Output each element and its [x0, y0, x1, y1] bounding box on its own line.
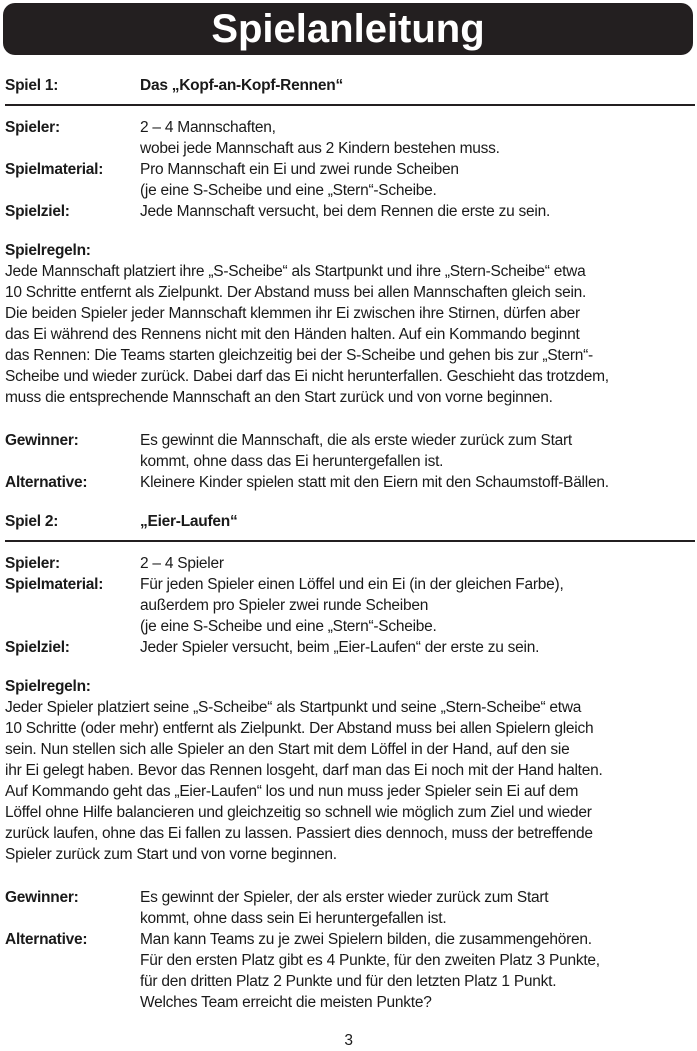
outcome-value: kommt, ohne dass sein Ei heruntergefallen ist. — [140, 910, 447, 927]
outcome-label — [5, 451, 140, 472]
outcome-label: Gewinner: — [5, 889, 79, 906]
spacer — [5, 493, 695, 511]
outcome-label — [5, 992, 140, 1013]
rules-line: Spieler zurück zum Start und von vorne beginnen. — [5, 846, 337, 863]
outcome-label: Alternative: — [5, 474, 88, 491]
spacer — [5, 542, 695, 553]
info-value: 2 – 4 Mannschaften, — [140, 119, 276, 136]
spacer — [5, 658, 695, 676]
info-label: Spieler: — [5, 119, 60, 136]
info-value: 2 – 4 Spieler — [140, 555, 224, 572]
instructions-body — [5, 75, 695, 1013]
rules-line: Auf Kommando geht das „Eier-Laufen“ los und nun muss jeder Spieler sein Ei auf dem — [5, 783, 579, 800]
outcome-label: Alternative: — [5, 931, 88, 948]
spacer — [5, 408, 695, 430]
info-row — [5, 595, 695, 616]
rules-line: Die beiden Spieler jeder Mannschaft klemmen ihr Ei zwischen ihre Stirnen, dürfen aber — [5, 305, 580, 322]
rules-line: 10 Schritte entfernt als Zielpunkt. Der Abstand muss bei allen Mannschaften gleich sein. — [5, 284, 587, 301]
rules-heading: Spielregeln: — [5, 242, 91, 259]
game-heading — [5, 75, 695, 96]
rules-line: sein. Nun stellen sich alle Spieler an den Start mit dem Löffel in der Hand, auf den sie — [5, 741, 570, 758]
game-heading — [5, 511, 695, 532]
info-label: Spielziel: — [5, 203, 70, 220]
outcome-row — [5, 908, 695, 929]
outcome-value: Man kann Teams zu je zwei Spielern bilden, die zusammengehören. — [140, 931, 592, 948]
info-value: wobei jede Mannschaft aus 2 Kindern bestehen muss. — [140, 140, 500, 157]
outcome-value: Kleinere Kinder spielen statt mit den Eiern mit den Schaumstoff-Bällen. — [140, 474, 609, 491]
outcome-value: kommt, ohne dass das Ei heruntergefallen ist. — [140, 453, 444, 470]
rules-line: 10 Schritte (oder mehr) entfernt als Zielpunkt. Der Abstand muss bei allen Spielern gleich — [5, 720, 594, 737]
info-label: Spielziel: — [5, 639, 70, 656]
outcome-row — [5, 992, 695, 1013]
info-label — [5, 138, 140, 159]
game-name: Das „Kopf-an-Kopf-Rennen“ — [140, 77, 343, 94]
outcome-row — [5, 472, 695, 493]
rules-line: zurück laufen, ohne das Ei fallen zu lassen. Passiert dies dennoch, muss der betreffende — [5, 825, 593, 842]
rules-line: Jede Mannschaft platziert ihre „S-Scheibe“ als Startpunkt und ihre „Stern-Scheibe“ etwa — [5, 263, 586, 280]
info-row — [5, 117, 695, 138]
game-section — [5, 493, 695, 1013]
info-label: Spielmaterial: — [5, 576, 104, 593]
outcome-label — [5, 971, 140, 992]
spacer — [5, 222, 695, 240]
outcome-value: für den dritten Platz 2 Punkte und für den letzten Platz 1 Punkt. — [140, 973, 557, 990]
info-value: Pro Mannschaft ein Ei und zwei runde Scheiben — [140, 161, 459, 178]
page-title: Spielanleitung — [3, 3, 693, 55]
info-label — [5, 180, 140, 201]
rules-line: Löffel ohne Hilfe balancieren und gleichzeitig so schnell wie möglich zum Ziel und wieder — [5, 804, 592, 821]
info-value: (je eine S-Scheibe und eine „Stern“-Scheibe. — [140, 618, 437, 635]
info-label — [5, 616, 140, 637]
info-row — [5, 574, 695, 595]
rules-heading: Spielregeln: — [5, 678, 91, 695]
info-value: Jeder Spieler versucht, beim „Eier-Laufen“ der erste zu sein. — [140, 639, 540, 656]
outcome-value: Welches Team erreicht die meisten Punkte? — [140, 994, 432, 1011]
outcome-label: Gewinner: — [5, 432, 79, 449]
spacer — [5, 865, 695, 887]
outcome-row — [5, 430, 695, 451]
info-value: Jede Mannschaft versucht, bei dem Rennen die erste zu sein. — [140, 203, 551, 220]
info-label: Spielmaterial: — [5, 161, 104, 178]
info-label — [5, 595, 140, 616]
outcome-row — [5, 950, 695, 971]
outcome-label — [5, 950, 140, 971]
rules-line: ihr Ei gelegt haben. Bevor das Rennen losgeht, darf man das Ei noch mit der Hand halten. — [5, 762, 603, 779]
info-value: außerdem pro Spieler zwei runde Scheiben — [140, 597, 429, 614]
game-name: „Eier-Laufen“ — [140, 513, 238, 530]
outcome-row — [5, 451, 695, 472]
info-row — [5, 159, 695, 180]
spacer — [5, 106, 695, 117]
game-section — [5, 75, 695, 493]
info-row — [5, 201, 695, 222]
outcome-value: Es gewinnt die Mannschaft, die als erste wieder zurück zum Start — [140, 432, 572, 449]
info-label: Spieler: — [5, 555, 60, 572]
outcome-value: Es gewinnt der Spieler, der als erster wieder zurück zum Start — [140, 889, 549, 906]
outcome-row — [5, 971, 695, 992]
info-row — [5, 637, 695, 658]
rules-line: muss die entsprechende Mannschaft an den Start zurück und von vorne beginnen. — [5, 389, 553, 406]
rules-line: Scheibe und wieder zurück. Dabei darf das Ei nicht herunterfallen. Geschieht das trotzdem, — [5, 368, 609, 385]
game-number: Spiel 1: — [5, 77, 59, 94]
info-row — [5, 553, 695, 574]
rules-line: das Rennen: Die Teams starten gleichzeitig bei der S-Scheibe und gehen bis zur „Stern“- — [5, 347, 593, 364]
rules-line: Jeder Spieler platziert seine „S-Scheibe“ als Startpunkt und seine „Stern-Scheibe“ etwa — [5, 699, 582, 716]
page-number: 3 — [344, 1032, 353, 1049]
info-row — [5, 138, 695, 159]
outcome-value: Für den ersten Platz gibt es 4 Punkte, für den zweiten Platz 3 Punkte, — [140, 952, 600, 969]
info-value: (je eine S-Scheibe und eine „Stern“-Scheibe. — [140, 182, 437, 199]
info-row — [5, 616, 695, 637]
game-number: Spiel 2: — [5, 513, 59, 530]
outcome-label — [5, 908, 140, 929]
info-value: Für jeden Spieler einen Löffel und ein Ei (in der gleichen Farbe), — [140, 576, 564, 593]
outcome-row — [5, 929, 695, 950]
info-row — [5, 180, 695, 201]
outcome-row — [5, 887, 695, 908]
rules-line: das Ei während des Rennens nicht mit den Händen halten. Auf ein Kommando beginnt — [5, 326, 580, 343]
